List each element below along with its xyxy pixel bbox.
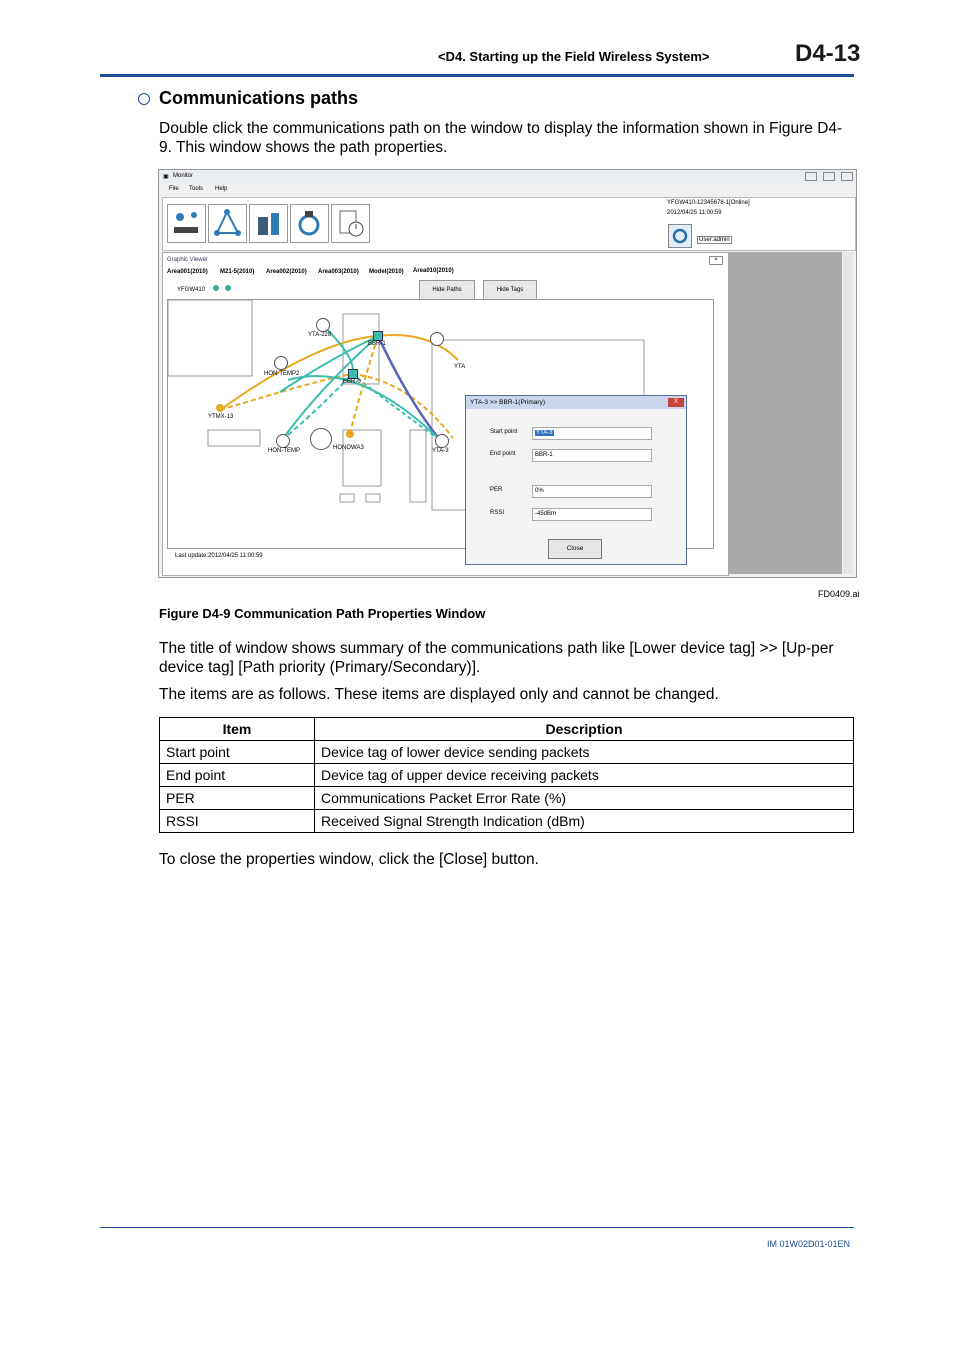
header-description: Description: [315, 718, 854, 741]
figure-filename: FD0409.ai: [818, 589, 860, 599]
topology-tool-button[interactable]: [208, 204, 247, 243]
start-point-field[interactable]: [532, 427, 652, 440]
close-button[interactable]: Close: [548, 539, 602, 559]
gateway-status-icon: [225, 285, 231, 291]
device-icon: [250, 205, 287, 242]
cell-item: RSSI: [160, 810, 315, 833]
rssi-label: RSSI: [490, 510, 505, 516]
network-icon: [168, 205, 205, 242]
graphic-viewer: [162, 252, 729, 576]
intro-paragraph: Double click the communications path on the window to display the information shown in Figure D4-9. This window shows the path properties.: [159, 120, 843, 156]
node-label: HON-TEMP2: [264, 371, 300, 377]
topology-icon: [209, 205, 246, 242]
refresh-button[interactable]: [668, 224, 692, 248]
node-yta-3[interactable]: [435, 434, 449, 448]
network-tool-button[interactable]: [167, 204, 206, 243]
tab-m21-5[interactable]: M21-5(2010): [220, 269, 255, 275]
footer-doc-number: IM 01W02D01-01EN: [767, 1239, 851, 1249]
node-honowa3[interactable]: [346, 430, 354, 438]
figure-caption: Figure D4-9 Communication Path Properties Window: [159, 606, 486, 621]
gateway-timestamp: 2012/04/25 11:00:59: [667, 210, 722, 216]
close-icon[interactable]: [841, 172, 853, 181]
node-hon-temp[interactable]: [276, 434, 290, 448]
start-point-value: YTA-3: [536, 430, 553, 436]
table-row: [160, 810, 854, 833]
footer-rule: [100, 1227, 854, 1228]
dialog-title: YTA-3 >> BBR-1(Primary): [466, 396, 686, 409]
path-properties-dialog: [465, 395, 687, 565]
tab-area001[interactable]: Area001(2010): [167, 269, 208, 275]
start-point-label: Start point: [490, 429, 518, 435]
node-bbr-1[interactable]: [373, 331, 383, 341]
last-update: Last update:2012/04/25 11:00:59: [175, 553, 263, 559]
figure-screenshot: [158, 169, 857, 578]
node-yta-228[interactable]: [316, 318, 330, 332]
title-summary-paragraph: The title of window shows summary of the communications path like [Lower device tag] >> [Up-per device tag] [Path priority (Primary/Secondary)].: [159, 640, 834, 676]
report-clock-icon: [332, 205, 369, 242]
running-header: <D4. Starting up the Field Wireless System>: [438, 49, 710, 64]
gateway-tag: YFGW410: [177, 287, 206, 293]
table-header-row: [160, 718, 854, 741]
gateway-status-icon: [213, 285, 219, 291]
page-number: D4-13: [795, 40, 861, 67]
dialog-close-icon[interactable]: X: [668, 398, 684, 407]
node-yta[interactable]: [430, 332, 444, 346]
refresh-icon: [669, 225, 691, 247]
cell-description: Device tag of lower device sending packets: [315, 741, 854, 764]
viewer-title: Graphic Viewer: [167, 257, 208, 263]
tab-model[interactable]: Model(2010): [369, 269, 404, 275]
node-label: YTA: [454, 364, 466, 370]
monitor-icon: [291, 205, 328, 242]
node-ytmx-13[interactable]: [216, 404, 224, 412]
tab-area002[interactable]: Area002(2010): [266, 269, 307, 275]
cell-description: Communications Packet Error Rate (%): [315, 787, 854, 810]
menu-help[interactable]: Help: [215, 186, 228, 192]
table-row: [160, 741, 854, 764]
node-label: YTA-3: [432, 448, 449, 454]
window-title: Monitor: [173, 173, 194, 179]
gateway-info: YFGW410-12345678-1[Online]: [667, 200, 750, 206]
scrollbar[interactable]: [843, 252, 853, 574]
viewer-close-icon[interactable]: ×: [709, 256, 723, 265]
hide-tags-button[interactable]: Hide Tags: [483, 280, 537, 300]
node-hon-temp2[interactable]: [274, 356, 288, 370]
side-panel: [727, 252, 842, 574]
report-tool-button[interactable]: [331, 204, 370, 243]
bullet-circle-icon: [138, 93, 150, 105]
cell-item: PER: [160, 787, 315, 810]
header-rule: [100, 74, 854, 77]
items-paragraph: The items are as follows. These items are displayed only and cannot be changed.: [159, 686, 719, 703]
node-round-device[interactable]: [310, 428, 332, 450]
app-icon: ▣: [163, 174, 169, 180]
rssi-field[interactable]: -45dBm: [532, 508, 652, 521]
node-label: BBR-1: [368, 341, 386, 347]
tab-area003[interactable]: Area003(2010): [318, 269, 359, 275]
per-label: PER: [490, 487, 503, 493]
menu-file[interactable]: File: [169, 186, 179, 192]
monitor-tool-button[interactable]: [290, 204, 329, 243]
hide-paths-button[interactable]: Hide Paths: [419, 280, 475, 300]
device-tool-button[interactable]: [249, 204, 288, 243]
node-bbr-0[interactable]: [348, 369, 358, 379]
window-titlebar: [159, 170, 856, 183]
cell-description: Received Signal Strength Indication (dBm): [315, 810, 854, 833]
section-title: [138, 88, 358, 109]
section-title-text: Communications paths: [159, 88, 359, 108]
node-label: BBR-0: [343, 379, 361, 385]
maximize-icon[interactable]: [823, 172, 835, 181]
node-label: YTMX-13: [208, 414, 234, 420]
menu-tools[interactable]: Tools: [189, 186, 204, 192]
end-point-label: End point: [490, 451, 516, 457]
header-item: Item: [160, 718, 315, 741]
table-row: [160, 787, 854, 810]
end-point-field[interactable]: BBR-1: [532, 449, 652, 462]
items-table: [159, 717, 854, 833]
minimize-icon[interactable]: [805, 172, 817, 181]
cell-description: Device tag of upper device receiving packets: [315, 764, 854, 787]
close-paragraph: To close the properties window, click the [Close] button.: [159, 851, 539, 868]
node-label: YTA-228: [308, 332, 332, 338]
cell-item: End point: [160, 764, 315, 787]
node-label: HONOWA3: [333, 445, 364, 451]
tab-area010[interactable]: Area010(2010): [413, 268, 454, 274]
user-badge: User:admin: [699, 237, 730, 243]
node-label: HON-TEMP: [268, 448, 300, 454]
table-row: [160, 764, 854, 787]
cell-item: Start point: [160, 741, 315, 764]
per-field[interactable]: 0%: [532, 485, 652, 498]
